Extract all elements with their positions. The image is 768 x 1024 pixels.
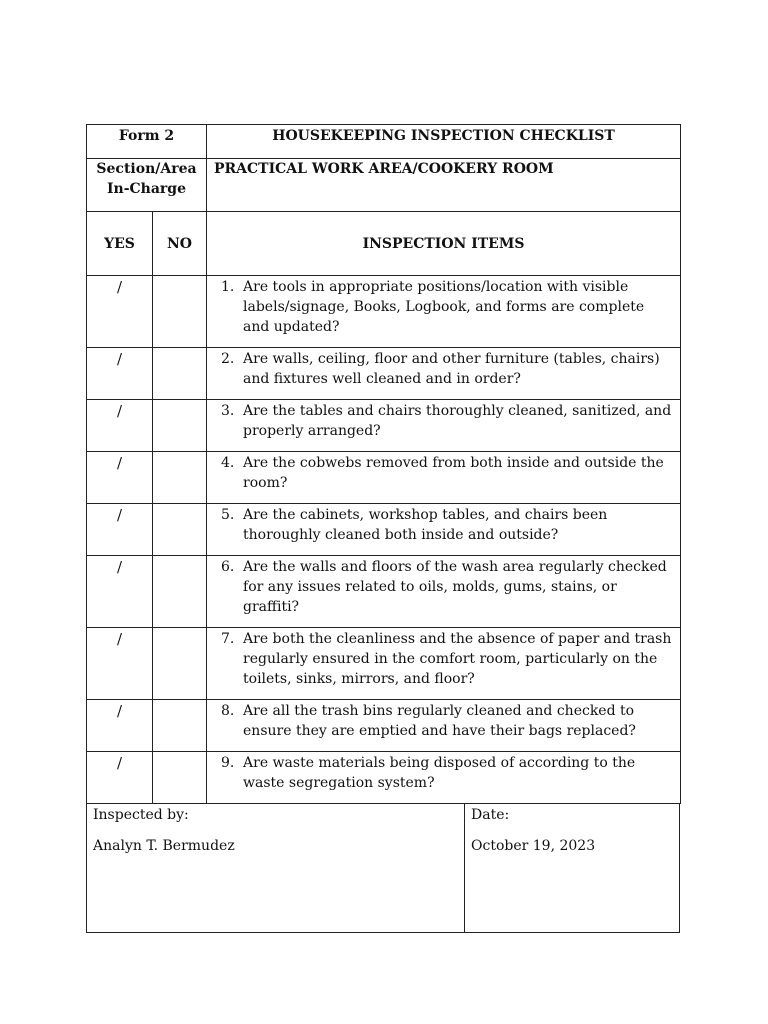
yes-mark: / <box>87 276 153 348</box>
item-number: 5. <box>221 507 235 523</box>
column-header-row <box>87 212 681 276</box>
item-number: 6. <box>221 559 235 575</box>
yes-mark: / <box>87 752 153 804</box>
no-header: NO <box>153 212 207 276</box>
checklist-form <box>86 124 680 933</box>
item-text: Are the walls and floors of the wash area regularly checked for any issues related to oils, molds, gums, stains, or graffiti? <box>243 559 667 615</box>
table-row <box>87 556 681 628</box>
item-text: Are both the cleanliness and the absence of paper and trash regularly ensured in the comfort room, particularly on the toilets, sinks, mirrors, and floor? <box>243 631 672 687</box>
date-label: Date: <box>471 807 510 823</box>
table-row <box>87 628 681 700</box>
form-title: HOUSEKEEPING INSPECTION CHECKLIST <box>207 125 681 159</box>
section-label-line1: Section/Area <box>96 161 197 177</box>
table-row <box>87 504 681 556</box>
date-value: October 19, 2023 <box>471 838 596 854</box>
inspection-item <box>207 452 681 504</box>
item-text: Are the cabinets, workshop tables, and chairs been thoroughly cleaned both inside and outside? <box>243 507 608 543</box>
no-mark <box>153 276 207 348</box>
checklist-table <box>86 124 681 804</box>
inspection-item <box>207 700 681 752</box>
signature-section <box>86 804 680 933</box>
yes-header: YES <box>87 212 153 276</box>
section-value: PRACTICAL WORK AREA/COOKERY ROOM <box>207 159 681 212</box>
item-number: 1. <box>221 279 235 295</box>
item-number: 2. <box>221 351 235 367</box>
yes-mark: / <box>87 700 153 752</box>
table-row <box>87 752 681 804</box>
section-label-line2: In-Charge <box>107 181 187 197</box>
no-mark <box>153 700 207 752</box>
table-row <box>87 400 681 452</box>
no-mark <box>153 556 207 628</box>
item-number: 4. <box>221 455 235 471</box>
date-box <box>465 804 679 932</box>
table-row <box>87 700 681 752</box>
yes-mark: / <box>87 452 153 504</box>
title-row <box>87 125 681 159</box>
inspection-item <box>207 556 681 628</box>
item-text: Are the tables and chairs thoroughly cleaned, sanitized, and properly arranged? <box>243 403 672 439</box>
inspection-item <box>207 628 681 700</box>
inspection-item <box>207 276 681 348</box>
inspected-by-label: Inspected by: <box>93 807 189 823</box>
item-text: Are tools in appropriate positions/location with visible labels/signage, Books, Logbook, and forms are complete and updated? <box>243 279 645 335</box>
no-mark <box>153 628 207 700</box>
item-number: 8. <box>221 703 235 719</box>
table-row <box>87 276 681 348</box>
item-number: 3. <box>221 403 235 419</box>
yes-mark: / <box>87 348 153 400</box>
no-mark <box>153 400 207 452</box>
item-number: 9. <box>221 755 235 771</box>
inspected-by-box <box>87 804 465 932</box>
inspection-item <box>207 400 681 452</box>
table-row <box>87 452 681 504</box>
item-text: Are the cobwebs removed from both inside and outside the room? <box>243 455 664 491</box>
inspection-item <box>207 504 681 556</box>
item-text: Are all the trash bins regularly cleaned and checked to ensure they are emptied and have their bags replaced? <box>243 703 636 739</box>
items-header: INSPECTION ITEMS <box>207 212 681 276</box>
yes-mark: / <box>87 504 153 556</box>
inspector-name: Analyn T. Bermudez <box>93 838 235 854</box>
table-row <box>87 348 681 400</box>
no-mark <box>153 504 207 556</box>
item-number: 7. <box>221 631 235 647</box>
form-label: Form 2 <box>87 125 207 159</box>
item-text: Are walls, ceiling, floor and other furniture (tables, chairs) and fixtures well cleaned and in order? <box>243 351 660 387</box>
inspection-item <box>207 348 681 400</box>
yes-mark: / <box>87 400 153 452</box>
no-mark <box>153 348 207 400</box>
inspection-item <box>207 752 681 804</box>
no-mark <box>153 452 207 504</box>
section-label <box>87 159 207 212</box>
no-mark <box>153 752 207 804</box>
yes-mark: / <box>87 628 153 700</box>
section-row <box>87 159 681 212</box>
item-text: Are waste materials being disposed of according to the waste segregation system? <box>243 755 636 791</box>
yes-mark: / <box>87 556 153 628</box>
